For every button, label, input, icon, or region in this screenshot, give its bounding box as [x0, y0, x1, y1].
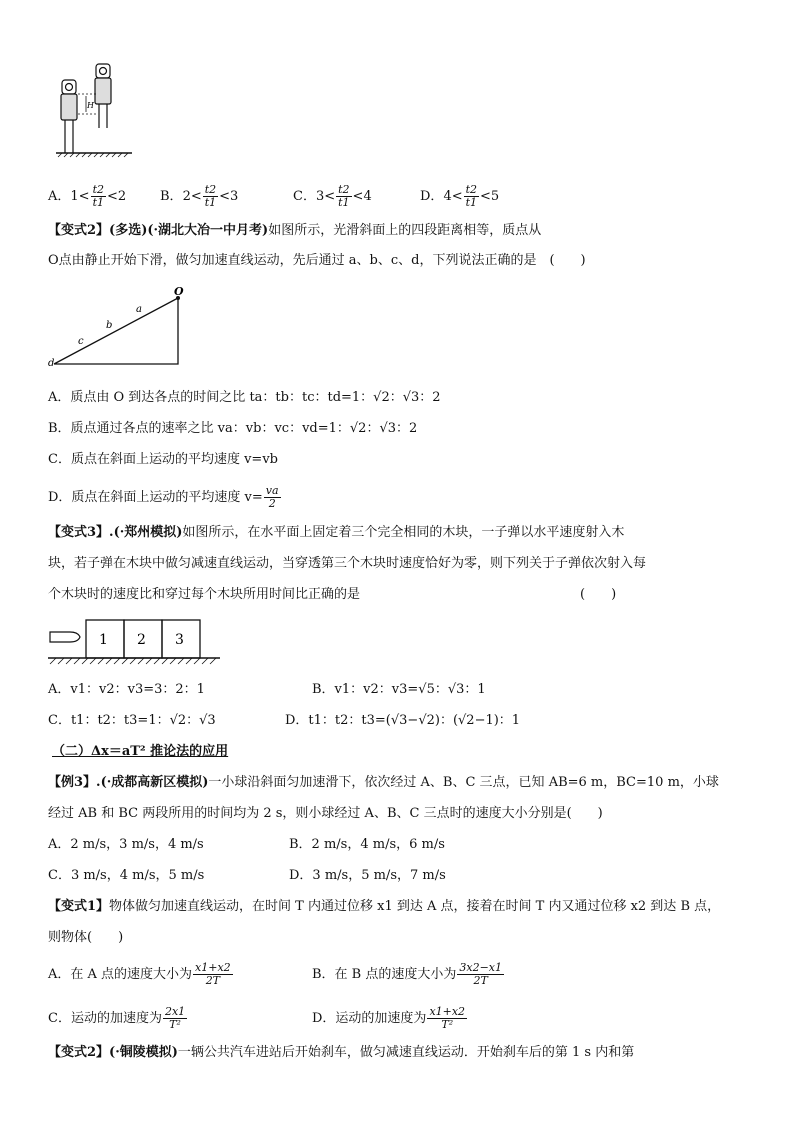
ruler-drop-figure [52, 58, 134, 158]
example3-line1: 【例3】.(·成都高新区模拟)一小球沿斜面匀加速滑下，依次经过 A、B、C 三点，已知 AB=6 m，BC=10 m，小球 [48, 775, 719, 790]
variant3-paren: ( ) [580, 587, 617, 602]
variant2-option-b: B．质点通过各点的速率之比 va：vb：vc：vd=1：√2：√3：2 [48, 421, 418, 436]
label-a: a [136, 304, 142, 315]
example3-option-b: B．2 m/s，4 m/s，6 m/s [289, 837, 445, 852]
label-d: d [48, 358, 55, 369]
block-2-label: 2 [137, 632, 146, 648]
variant1b-line2: 则物体( ) [48, 930, 124, 945]
variant1b-option-b: B．在 B 点的速度大小为 $\frac{3x2-x1}{2T}$ [312, 961, 502, 987]
ratio-option-b: B．2< $\frac{t2}{t1}$ <3 [160, 183, 239, 209]
variant3-option-d: D．t1：t2：t3=(√3−√2)：(√2−1)：1 [285, 713, 521, 728]
blocks-figure [46, 612, 226, 670]
variant3-option-c: C．t1：t2：t3=1：√2：√3 [48, 713, 216, 728]
ratio-option-c: C．3< $\frac{t2}{t1}$ <4 [293, 183, 372, 209]
variant1b-line1: 【变式1】物体做匀加速直线运动，在时间 T 内通过位移 x1 到达 A 点，接着在时间 T 内又通过位移 x2 到达 B 点， [48, 899, 721, 914]
block-3-label: 3 [175, 632, 184, 648]
variant2-line2: O点由静止开始下滑，做匀加速直线运动，先后通过 a、b、c、d，下列说法正确的是 ( ) [48, 253, 586, 268]
figure-label-h: H [87, 101, 94, 110]
variant2-option-d: D．质点在斜面上运动的平均速度 v= $\frac{va}{2}$ [48, 484, 279, 510]
label-o: O [174, 285, 184, 298]
variant3-line1: 【变式3】.(·郑州模拟)如图所示，在水平面上固定着三个完全相同的木块，一子弹以水平速度射入木 [48, 525, 625, 540]
variant2b-line1: 【变式2】(·铜陵模拟)一辆公共汽车进站后开始刹车，做匀减速直线运动．开始刹车后的第 1 s 内和第 [48, 1045, 635, 1060]
example3-option-d: D．3 m/s，5 m/s，7 m/s [289, 868, 446, 883]
example3-option-a: A．2 m/s，3 m/s，4 m/s [48, 837, 204, 852]
section-title: （二）Δx＝aT² 推论法的应用 [52, 744, 229, 759]
label-b: b [106, 320, 113, 331]
variant1b-option-d: D．运动的加速度为 $\frac{x1+x2}{\text{T²}}$ [312, 1005, 466, 1031]
variant3-line3: 个木块时的速度比和穿过每个木块所用时间比正确的是 [48, 587, 361, 602]
example3-line2: 经过 AB 和 BC 两段所用的时间均为 2 s，则小球经过 A、B、C 三点时的速度大小分别是( ) [48, 806, 603, 821]
label-c: c [78, 336, 84, 347]
block-1-label: 1 [99, 632, 108, 648]
ratio-option-d: D．4< $\frac{t2}{t1}$ <5 [420, 183, 500, 209]
variant2-option-c: C．质点在斜面上运动的平均速度 v=vb [48, 452, 278, 467]
variant3-line2: 块，若子弹在木块中做匀减速直线运动，当穿透第三个木块时速度恰好为零，则下列关于子弹依次射入每 [48, 556, 647, 571]
ratio-option-a: A．1< $\frac{t2}{t1}$ <2 [48, 183, 127, 209]
variant1b-option-c: C．运动的加速度为 $\frac{2x1}{\text{T²}}$ [48, 1005, 186, 1031]
variant3-option-a: A．v1：v2：v3=3：2：1 [48, 682, 205, 697]
example3-option-c: C．3 m/s，4 m/s，5 m/s [48, 868, 205, 883]
variant2-option-a: A．质点由 O 到达各点的时间之比 ta：tb：tc：td=1：√2：√3：2 [48, 390, 441, 405]
variant1b-option-a: A．在 A 点的速度大小为 $\frac{x1+x2}{2T}$ [48, 961, 231, 987]
variant3-option-b: B．v1：v2：v3=√5：√3：1 [312, 682, 486, 697]
variant2-line1: 【变式2】(多选)(·湖北大冶一中月考)如图所示，光滑斜面上的四段距离相等，质点从 [48, 223, 542, 238]
incline-figure [46, 284, 186, 370]
